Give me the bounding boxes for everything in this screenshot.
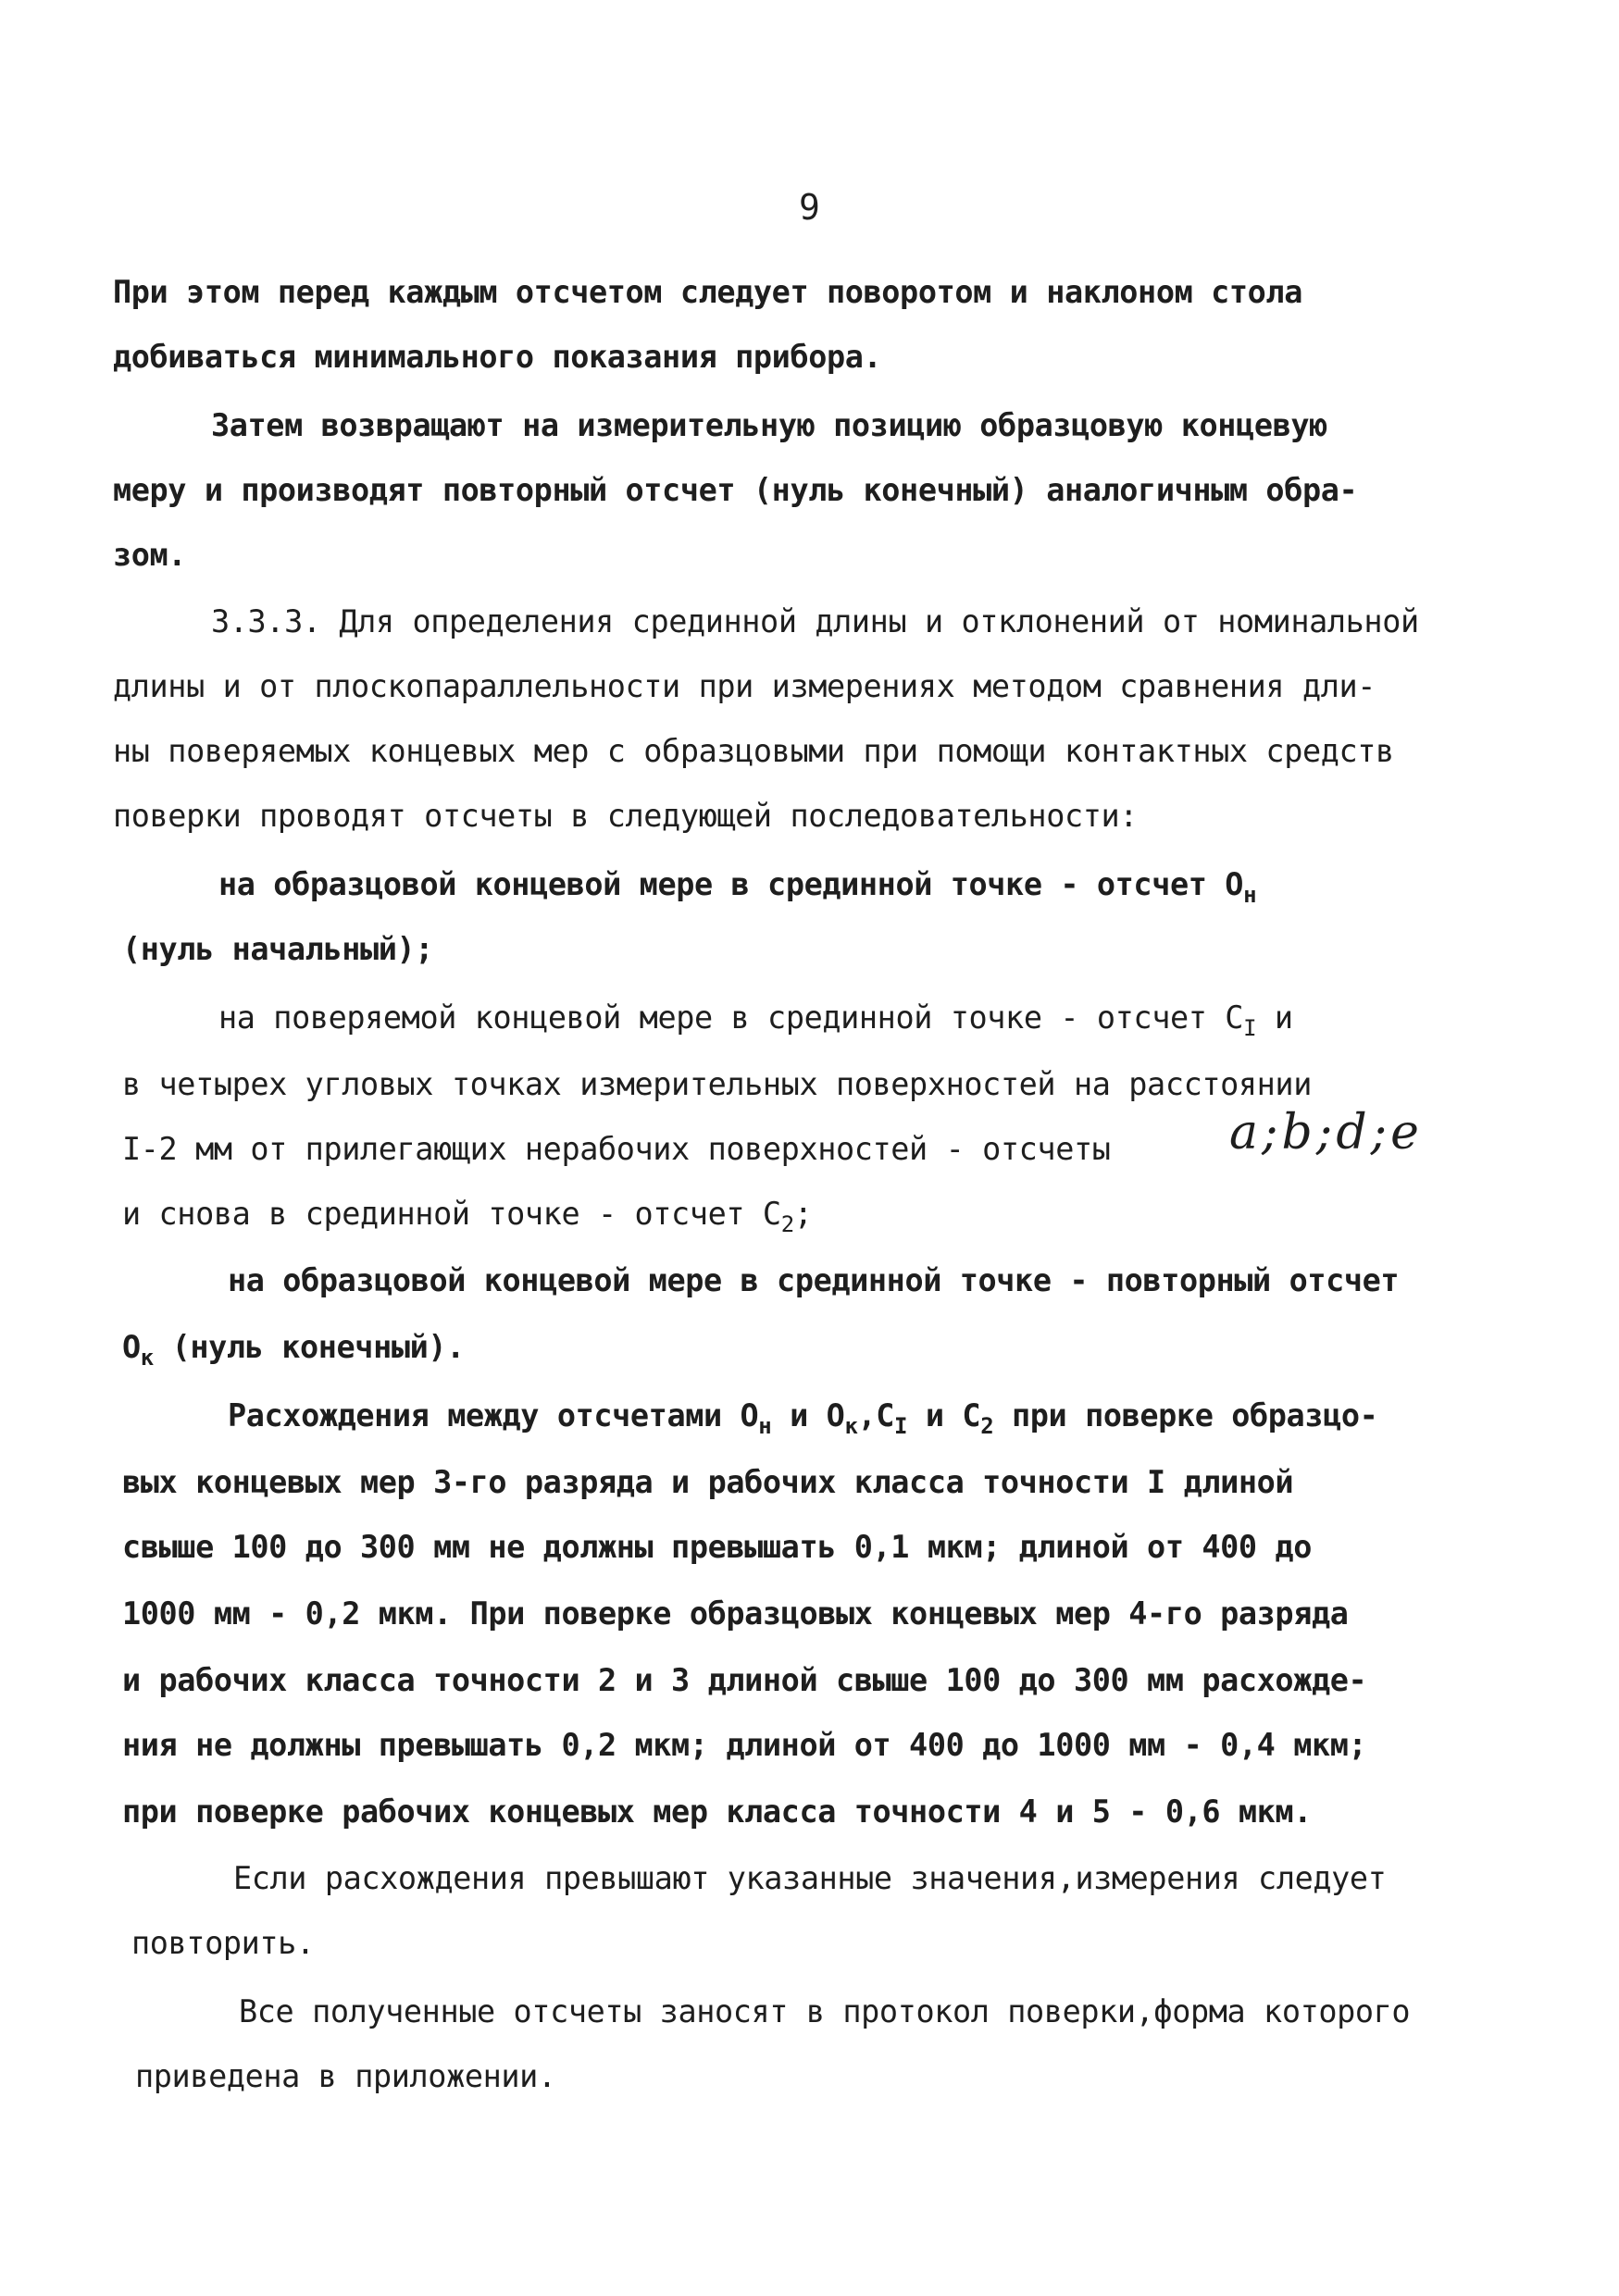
list-item-line: (нуль начальный); <box>122 931 434 967</box>
text-line: Все полученные отсчеты заносят в протокол поверки,форма которого <box>239 1993 1411 2029</box>
subscript: I <box>1243 1015 1257 1041</box>
text-line: ния не должны превышать 0,2 мкм; длиной от 400 до 1000 мм - 0,4 мкм; <box>122 1727 1367 1763</box>
text-line: меру и производят повторный отсчет (нуль конечный) аналогичным обра- <box>113 472 1358 508</box>
item-text: на образцовой концевой мере в срединной точке - отсчет О <box>218 866 1244 902</box>
item-text: и снова в срединной точке - отсчет С <box>122 1196 781 1232</box>
item-text: (нуль конечный). <box>153 1329 465 1365</box>
text-line: и рабочих класса точности 2 и 3 длиной свыше 100 до 300 мм расхожде- <box>122 1662 1367 1698</box>
list-item-line <box>218 996 1293 1040</box>
text-line: длины и от плоскопараллельности при измерениях методом сравнения дли- <box>113 668 1376 704</box>
text-line: поверки проводят отсчеты в следующей последовательности: <box>113 798 1139 834</box>
list-item-line: I-2 мм от прилегающих нерабочих поверхностей - отсчеты <box>122 1131 1111 1167</box>
subscript: к <box>140 1345 154 1371</box>
subscript: н <box>758 1413 772 1439</box>
text-line: вых концевых мер 3-го разряда и рабочих класса точности I длиной <box>122 1464 1294 1500</box>
text-line: добиваться минимального показания прибора. <box>113 339 882 375</box>
text-line <box>228 1394 1377 1438</box>
page-number: 9 <box>799 187 820 228</box>
text-fragment: при поверке образцо- <box>993 1397 1378 1433</box>
text-line: приведена в приложении. <box>135 2058 556 2094</box>
text-line: при поверке рабочих концевых мер класса точности 4 и 5 - 0,6 мкм. <box>122 1793 1312 1830</box>
text-line: Если расхождения превышают указанные значения,измерения следует <box>233 1860 1387 1896</box>
subscript: к <box>844 1413 858 1439</box>
list-item-line <box>122 1325 465 1370</box>
list-item-line: на образцовой концевой мере в срединной точке - повторный отсчет <box>228 1262 1400 1298</box>
text-fragment: и О <box>771 1397 845 1433</box>
subscript: 2 <box>980 1413 994 1439</box>
text-fragment: ,С <box>857 1397 895 1433</box>
text-fragment: Расхождения между отсчетами О <box>228 1397 759 1433</box>
text-line: свыше 100 до 300 мм не должны превышать 0,1 мкм; длиной от 400 до <box>122 1529 1312 1565</box>
list-item-line: в четырех угловых точках измерительных поверхностей на расстоянии <box>122 1066 1312 1102</box>
text-line: 3.3.3. Для определения срединной длины и отклонений от номинальной <box>211 603 1419 639</box>
subscript: I <box>894 1413 908 1439</box>
list-item-line <box>218 863 1256 907</box>
list-item-line <box>122 1192 813 1236</box>
text-line: ны поверяемых концевых мер с образцовыми при помощи контактных средств <box>113 733 1394 769</box>
subscript: 2 <box>780 1211 794 1237</box>
item-text: ; <box>793 1196 813 1232</box>
handwritten-annotation: a;b;d;e <box>1229 1105 1423 1160</box>
item-text: и <box>1256 999 1293 1036</box>
text-line: повторить. <box>131 1925 315 1961</box>
item-text: О <box>122 1329 141 1365</box>
subscript: н <box>1243 882 1257 908</box>
text-line: зом. <box>113 537 187 573</box>
text-fragment: и С <box>907 1397 981 1433</box>
item-text: на поверяемой концевой мере в срединной точке - отсчет С <box>218 999 1244 1036</box>
text-line: 1000 мм - 0,2 мкм. При поверке образцовых концевых мер 4-го разряда <box>122 1595 1349 1632</box>
text-line: При этом перед каждым отсчетом следует поворотом и наклоном стола <box>113 274 1302 310</box>
text-line: Затем возвращают на измерительную позицию образцовую концевую <box>211 407 1327 443</box>
